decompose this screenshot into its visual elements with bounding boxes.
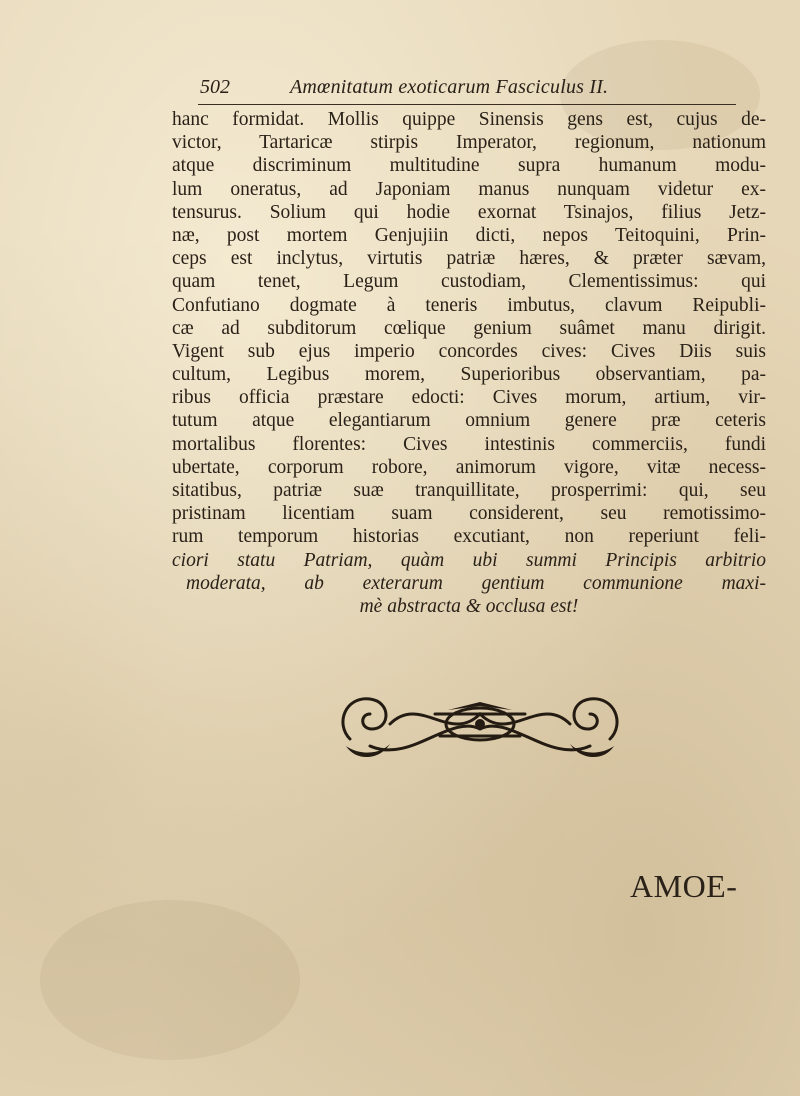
page-header (198, 76, 736, 105)
text-line: ciori statu Patriam, quàm ubi summi Principis arbitrio (172, 549, 766, 571)
printer-ornament-icon (330, 684, 630, 766)
text-line: mè abstracta & occlusa est! (359, 595, 579, 617)
text-line: mortalibus florentes: Cives intestinis commerciis, fundi (172, 433, 766, 455)
text-line: cæ ad subditorum cœlique genium suâmet manu dirigit. (172, 317, 766, 339)
text-line: Confutiano dogmate à teneris imbutus, clavum Reipubli- (172, 294, 766, 316)
text-line: atque discriminum multitudine supra humanum modu- (172, 155, 766, 177)
text-line: cultum, Legibus morem, Superioribus observantiam, pa- (172, 364, 766, 386)
body-text (172, 108, 766, 618)
text-line: victor, Tartaricæ stirpis Imperator, regionum, nationum (172, 132, 766, 154)
text-line: sitatibus, patriæ suæ tranquillitate, prosperrimi: qui, seu (172, 480, 766, 501)
text-line: tutum atque elegantiarum omnium genere præ ceteris (172, 410, 766, 432)
text-line: lum oneratus, ad Japoniam manus nunquam videtur ex- (172, 178, 766, 200)
text-line: pristinam licentiam suam considerent, seu remotissimo- (172, 503, 766, 525)
text-line: moderata, ab exterarum gentium communione maxi- (186, 572, 766, 594)
text-line: ceps est inclytus, virtutis patriæ hæres, & præter sævam, (172, 248, 766, 270)
text-line: Vigent sub ejus imperio concordes cives: Cives Diis suis (172, 340, 766, 362)
text-line: næ, post mortem Genjujiin dicti, nepos Teitoquini, Prin- (172, 224, 766, 246)
running-title: Amœnitatum exoticarum Fasciculus II. (290, 76, 609, 98)
text-line: ubertate, corporum robore, animorum vigore, vitæ necess- (172, 456, 766, 478)
catchword: AMOE- (630, 868, 738, 904)
text-line: rum temporum historias excutiant, non reperiunt feli- (172, 526, 766, 548)
text-line: quam tenet, Legum custodiam, Clementissimus: qui (172, 271, 766, 293)
text-line: tensurus. Solium qui hodie exornat Tsinajos, filius Jetz- (172, 201, 766, 223)
page-number: 502 (200, 76, 230, 98)
paper-stain (40, 900, 300, 1060)
text-line: ribus officia præstare edocti: Cives morum, artium, vir- (172, 387, 766, 409)
text-line: hanc formidat. Mollis quippe Sinensis gens est, cujus de- (172, 109, 766, 130)
